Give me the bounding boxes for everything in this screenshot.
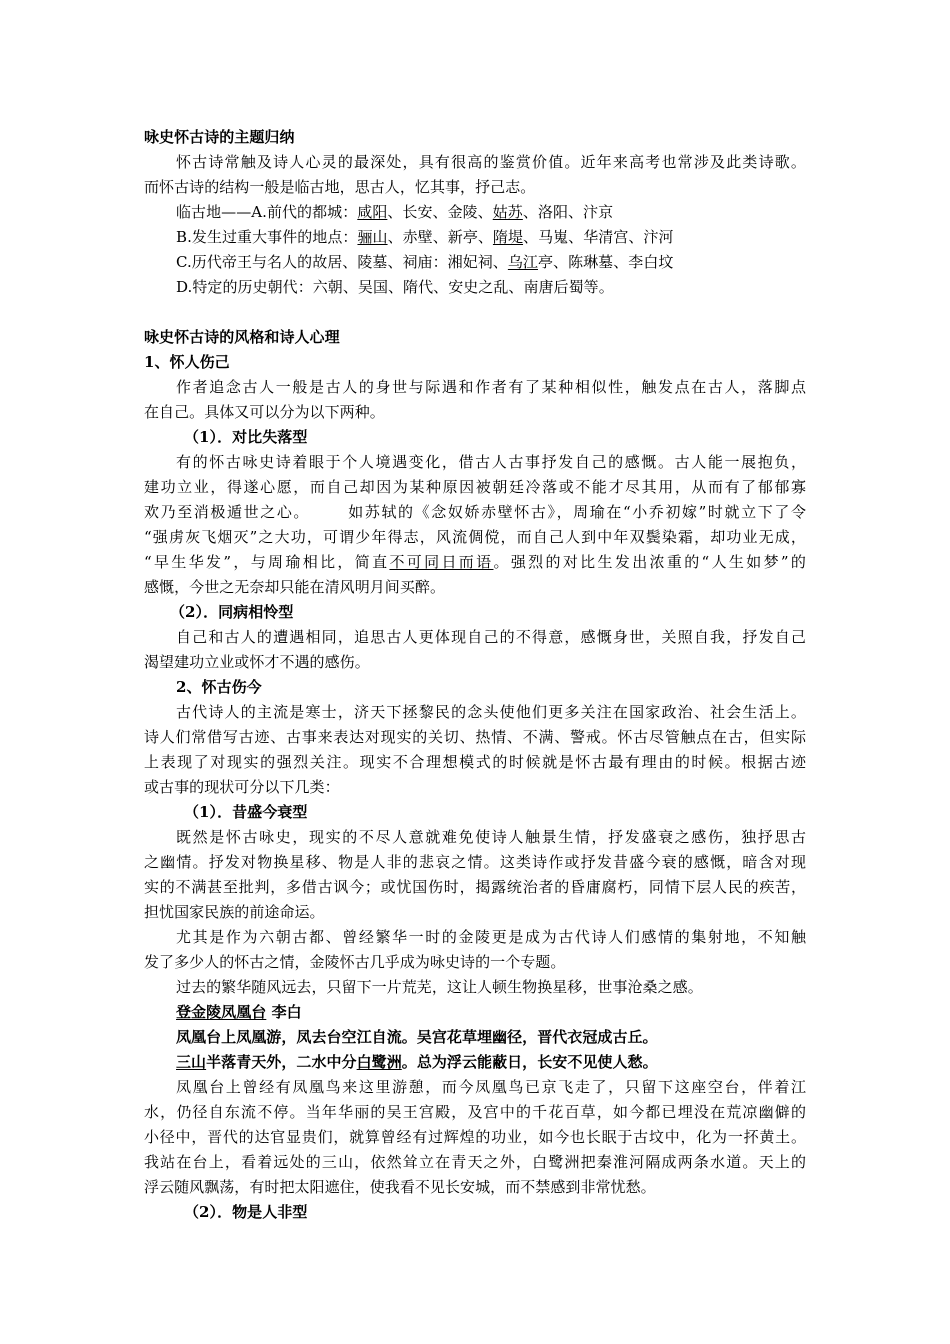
paragraph-line: 欢乃至消极遁世之心。 如苏轼的《念奴娇赤壁怀古》，周瑜在“小乔初嫁”时就立下了令 (144, 503, 806, 521)
poem-title: 登金陵凤凰台 李白 (176, 1003, 302, 1021)
paragraph-line: 怀古诗常触及诗人心灵的最深处，具有很高的鉴赏价值。近年来高考也常涉及此类诗歌。 (176, 153, 806, 171)
paragraph-line: “早生华发”，与周瑜相比，简直不可同日而语。强烈的对比生发出浓重的“人生如梦”的 (144, 553, 806, 571)
underlined-term: 白鹭洲 (356, 1053, 402, 1071)
underlined-term: 隋堤 (492, 228, 524, 246)
poem-line: 凤凰台上凤凰游，凤去台空江自流。吴宫花草埋幽径，晋代衣冠成古丘。 (176, 1028, 658, 1046)
subheading: 1、怀人伤己 (144, 353, 230, 371)
paragraph-line: 或古事的现状可分以下几类： (144, 778, 340, 796)
poem-line: 三山半落青天外，二水中分白鹭洲。总为浮云能蔽日，长安不见使人愁。 (176, 1053, 658, 1071)
paragraph-line: 凤凰台上曾经有凤凰鸟来这里游憩，而今凤凰鸟已京飞走了，只留下这座空台，伴着江 (176, 1078, 806, 1096)
paragraph-line: 发了多少人的怀古之情，金陵怀古几乎成为咏史诗的一个专题。 (144, 953, 566, 971)
paragraph-line: B.发生过重大事件的地点：骊山、赤壁、新亭、隋堤、马嵬、华清宫、汴河 (176, 228, 674, 246)
paragraph-line: 在自己。具体又可以分为以下两种。 (144, 403, 385, 421)
paragraph-line: 上表现了对现实的强烈关注。现实不合理想模式的时候就是怀古最有理由的时候。根据古迹 (144, 753, 806, 771)
underlined-term: 登金陵凤凰台 (176, 1003, 267, 1021)
underlined-term: 咸阳 (357, 203, 388, 221)
underlined-term: 姑苏 (492, 203, 523, 221)
paragraph-line: 之幽情。抒发对物换星移、物是人非的悲哀之情。这类诗作或抒发昔盛今衰的感慨，暗含对现 (144, 853, 806, 871)
paragraph-line: 我站在台上，看着远处的三山，依然耸立在青天之外，白鹭洲把秦淮河隔成两条水道。天上的 (144, 1153, 806, 1171)
section-heading-style: 咏史怀古诗的风格和诗人心理 (144, 328, 340, 346)
subheading: 2、怀古伤今 (176, 678, 262, 696)
paragraph-line: 古代诗人的主流是寒士，济天下拯黎民的念头使他们更多关注在国家政治、社会生活上。 (176, 703, 806, 721)
paragraph-line: 小径中，晋代的达官显贵们，就算曾经有过辉煌的功业，如今也长眠于古坟中，化为一抔黄土。 (144, 1128, 806, 1146)
paragraph-line: 尤其是作为六朝古都、曾经繁华一时的金陵更是成为古代诗人们感情的集射地，不知触 (176, 928, 806, 946)
paragraph-line: 担忧国家民族的前途命运。 (144, 903, 325, 921)
subheading: （1）．昔盛今衰型 (184, 803, 308, 821)
subheading: （1）．对比失落型 (184, 428, 308, 446)
subheading: （2）．同病相怜型 (170, 603, 294, 621)
paragraph-line: 有的怀古咏史诗着眼于个人境遇变化，借古人古事抒发自己的感慨。古人能一展抱负， (176, 453, 806, 471)
paragraph-line: 感慨，今世之无奈却只能在清风明月间买醉。 (144, 578, 446, 596)
paragraph-line: C.历代帝王与名人的故居、陵墓、祠庙：湘妃祠、乌江亭、陈琳墓、李白坟 (176, 253, 674, 271)
paragraph-line: 浮云随风飘荡，有时把太阳遮住，使我看不见长安城，而不禁感到非常忧愁。 (144, 1178, 656, 1196)
paragraph-line: 建功立业，得遂心愿，而自己却因为某种原因被朝廷冷落或不能才尽其用，从而有了郁郁寡 (144, 478, 806, 496)
underlined-term: 三山 (176, 1053, 207, 1071)
subheading: （2）．物是人非型 (184, 1203, 308, 1221)
paragraph-line: 诗人们常借写古迹、古事来表达对现实的关切、热情、不满、警戒。怀古尽管触点在古，但实际 (144, 728, 806, 746)
paragraph-line: 水，仍径自东流不停。当年华丽的吴王宫殿，及宫中的千花百草，如今都已埋没在荒凉幽僻的 (144, 1103, 806, 1121)
paragraph-line: 作者追念古人一般是古人的身世与际遇和作者有了某种相似性，触发点在古人，落脚点 (176, 378, 806, 396)
underlined-term: 不可同日而语 (389, 553, 494, 571)
underlined-term: 骊山 (357, 228, 388, 246)
paragraph-line: 过去的繁华随风远去，只留下一片荒芜，这让人顿生物换星移，世事沧桑之感。 (176, 978, 703, 996)
section-heading-themes: 咏史怀古诗的主题归纳 (144, 128, 295, 146)
paragraph-line: 实的不满甚至批判，多借古讽今；或忧国伤时，揭露统治者的昏庸腐朽，同情下层人民的疾苦， (144, 878, 806, 896)
paragraph-line: 既然是怀古咏史，现实的不尽人意就难免使诗人触景生情，抒发盛衰之感伤，独抒思古 (176, 828, 806, 846)
paragraph-line: 而怀古诗的结构一般是临古地，思古人，忆其事，抒己志。 (144, 178, 536, 196)
underlined-term: 乌江 (507, 253, 538, 271)
paragraph-line: 渴望建功立业或怀才不遇的感伤。 (144, 653, 370, 671)
paragraph-line: D.特定的历史朝代：六朝、吴国、隋代、安史之乱、南唐后蜀等。 (176, 278, 614, 296)
paragraph-line: 临古地——A.前代的都城：咸阳、长安、金陵、姑苏、洛阳、汴京 (176, 203, 614, 221)
paragraph-line: “强虏灰飞烟灭”之大功，可谓少年得志，风流倜傥，而自己人到中年双鬓染霜，却功业无成， (144, 528, 806, 546)
paragraph-line: 自己和古人的遭遇相同，追思古人更体现自己的不得意，感慨身世，关照自我，抒发自己 (176, 628, 806, 646)
